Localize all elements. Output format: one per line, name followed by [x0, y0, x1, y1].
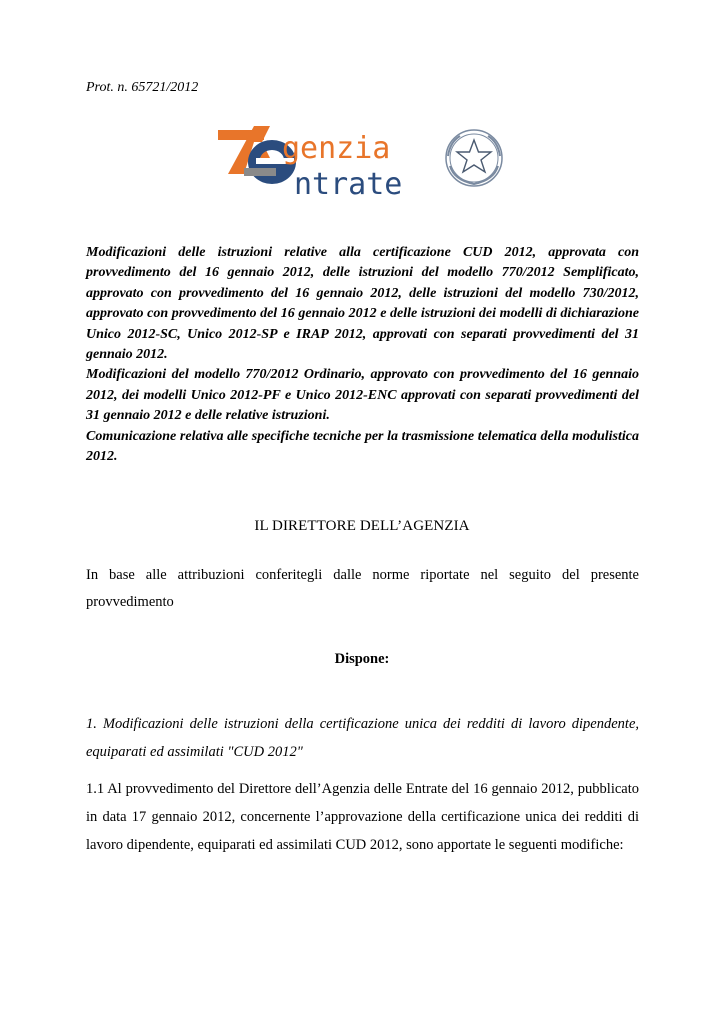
logo-word-ntrate: ntrate [294, 167, 403, 198]
subject-block [86, 243, 639, 467]
subject-paragraph: Comunicazione relativa alle specifiche tecniche per la trasmissione telematica della modulistica 2012. [86, 428, 639, 465]
agenzia-entrate-logo [218, 122, 508, 198]
section-1-title: 1. Modificazioni delle istruzioni della certificazione unica dei redditi di lavoro dipendente, equiparati ed assimilati "CUD 2012" [86, 716, 639, 760]
protocol-number: Prot. n. 65721/2012 [86, 80, 199, 95]
paragraph-1-1: 1.1 Al provvedimento del Direttore dell’Agenzia delle Entrate del 16 gennaio 2012, pubblicato in data 17 gennaio 2012, concernente l’approvazione della certificazione unica dei redditi di lavoro dipendente, equiparati ed assimilati CUD 2012, sono apportate le seguenti modifiche: [86, 781, 639, 853]
subject-paragraph: Modificazioni del modello 770/2012 Ordinario, approvato con provvedimento del 16 gennaio 2012, dei modelli Unico 2012-PF e Unico 2012-ENC approvati con separati provvedimenti del 31 gennaio 2012 e delle relative istruzioni. [86, 367, 639, 424]
document-heading: IL DIRETTORE DELL’AGENZIA [254, 518, 470, 534]
intro-paragraph: In base alle attribuzioni conferitegli dalle norme riportate nel seguito del presente provvedimento [86, 567, 639, 610]
italian-republic-emblem-icon [446, 130, 502, 186]
subject-paragraph: Modificazioni delle istruzioni relative alla certificazione CUD 2012, approvata con provvedimento del 16 gennaio 2012, delle istruzioni del modello 770/2012 Semplificato, approvato con provvedimento del 16 gennaio 2012, delle istruzioni del modello 730/2012, approvato con provvedimento del 16 gennaio 2012 e delle istruzioni dei modelli di dichiarazione Unico 2012-SC, Unico 2012-SP e IRAP 2012, approvati con separati provvedimenti del 31 gennaio 2012. [86, 245, 639, 363]
dispone-heading: Dispone: [334, 651, 390, 667]
logo-word-genzia: genzia [282, 131, 391, 166]
